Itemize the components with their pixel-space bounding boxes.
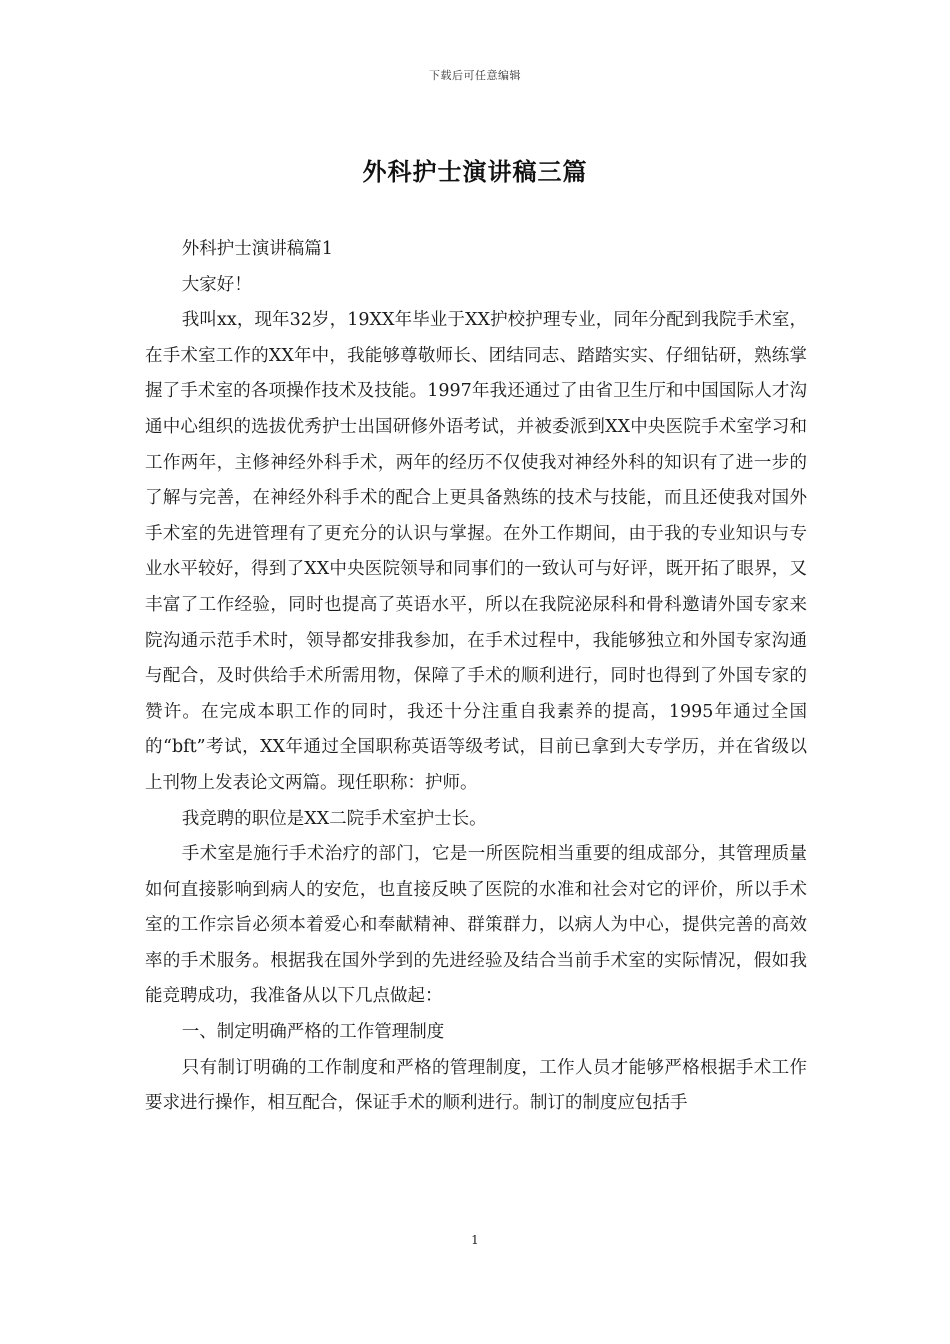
- document-body: [145, 232, 807, 1122]
- subsection-heading: 一、制定明确严格的工作管理制度: [181, 1022, 445, 1043]
- header-note: 下载后可任意编辑: [429, 69, 521, 82]
- section-heading: 外科护士演讲稿篇1: [181, 239, 333, 259]
- greeting-paragraph: 大家好！: [181, 274, 252, 295]
- body-paragraph: 手术室是施行手术治疗的部门，它是一所医院相当重要的组成部分，其管理质量如何直接影响到病人的安危，也直接反映了医院的水准和社会对它的评价，所以手术室的工作宗旨必须本着爱心和奉献精神、群策群力，以病人为中心，提供完善的高效率的手术服务。根据我在国外学到的先进经验及结合当前手术室的实际情况，假如我能竞聘成功，我准备从以下几点做起：: [145, 844, 807, 1007]
- body-paragraph: 我竞聘的职位是XX二院手术室护士长。: [181, 808, 487, 829]
- page-number: 1: [471, 1233, 479, 1247]
- body-paragraph: 我叫xx，现年32岁，19XX年毕业于XX护校护理专业，同年分配到我院手术室，在手术室工作的XX年中，我能够尊敬师长、团结同志、踏踏实实、仔细钻研，熟练掌握了手术室的各项操作技术及技能。1997年我还通过了由省卫生厅和中国国际人才沟通中心组织的选拔优秀护士出国研修外语考试，并被委派到XX中央医院手术室学习和工作两年，主修神经外科手术，两年的经历不仅使我对神经外科的知识有了进一步的了解与完善，在神经外科手术的配合上更具备熟练的技术与技能，而且还使我对国外手术室的先进管理有了更充分的认识与掌握。在外工作期间，由于我的专业知识与专业水平较好，得到了XX中央医院领导和同事们的一致认可与好评，既开拓了眼界，又丰富了工作经验，同时也提高了英语水平，所以在我院泌尿科和骨科邀请外国专家来院沟通示范手术时，领导都安排我参加，在手术过程中，我能够独立和外国专家沟通与配合，及时供给手术所需用物，保障了手术的顺利进行，同时也得到了外国专家的赞许。在完成本职工作的同时，我还十分注重自我素养的提高，1995年通过全国的“bft”考试，XX年通过全国职称英语等级考试，目前已拿到大专学历，并在省级以上刊物上发表论文两篇。现任职称：护师。: [145, 310, 807, 793]
- document-title: 外科护士演讲稿三篇: [362, 157, 588, 186]
- body-paragraph: 只有制订明确的工作制度和严格的管理制度，工作人员才能够严格根据手术工作要求进行操作，相互配合，保证手术的顺利进行。制订的制度应包括手: [145, 1057, 807, 1114]
